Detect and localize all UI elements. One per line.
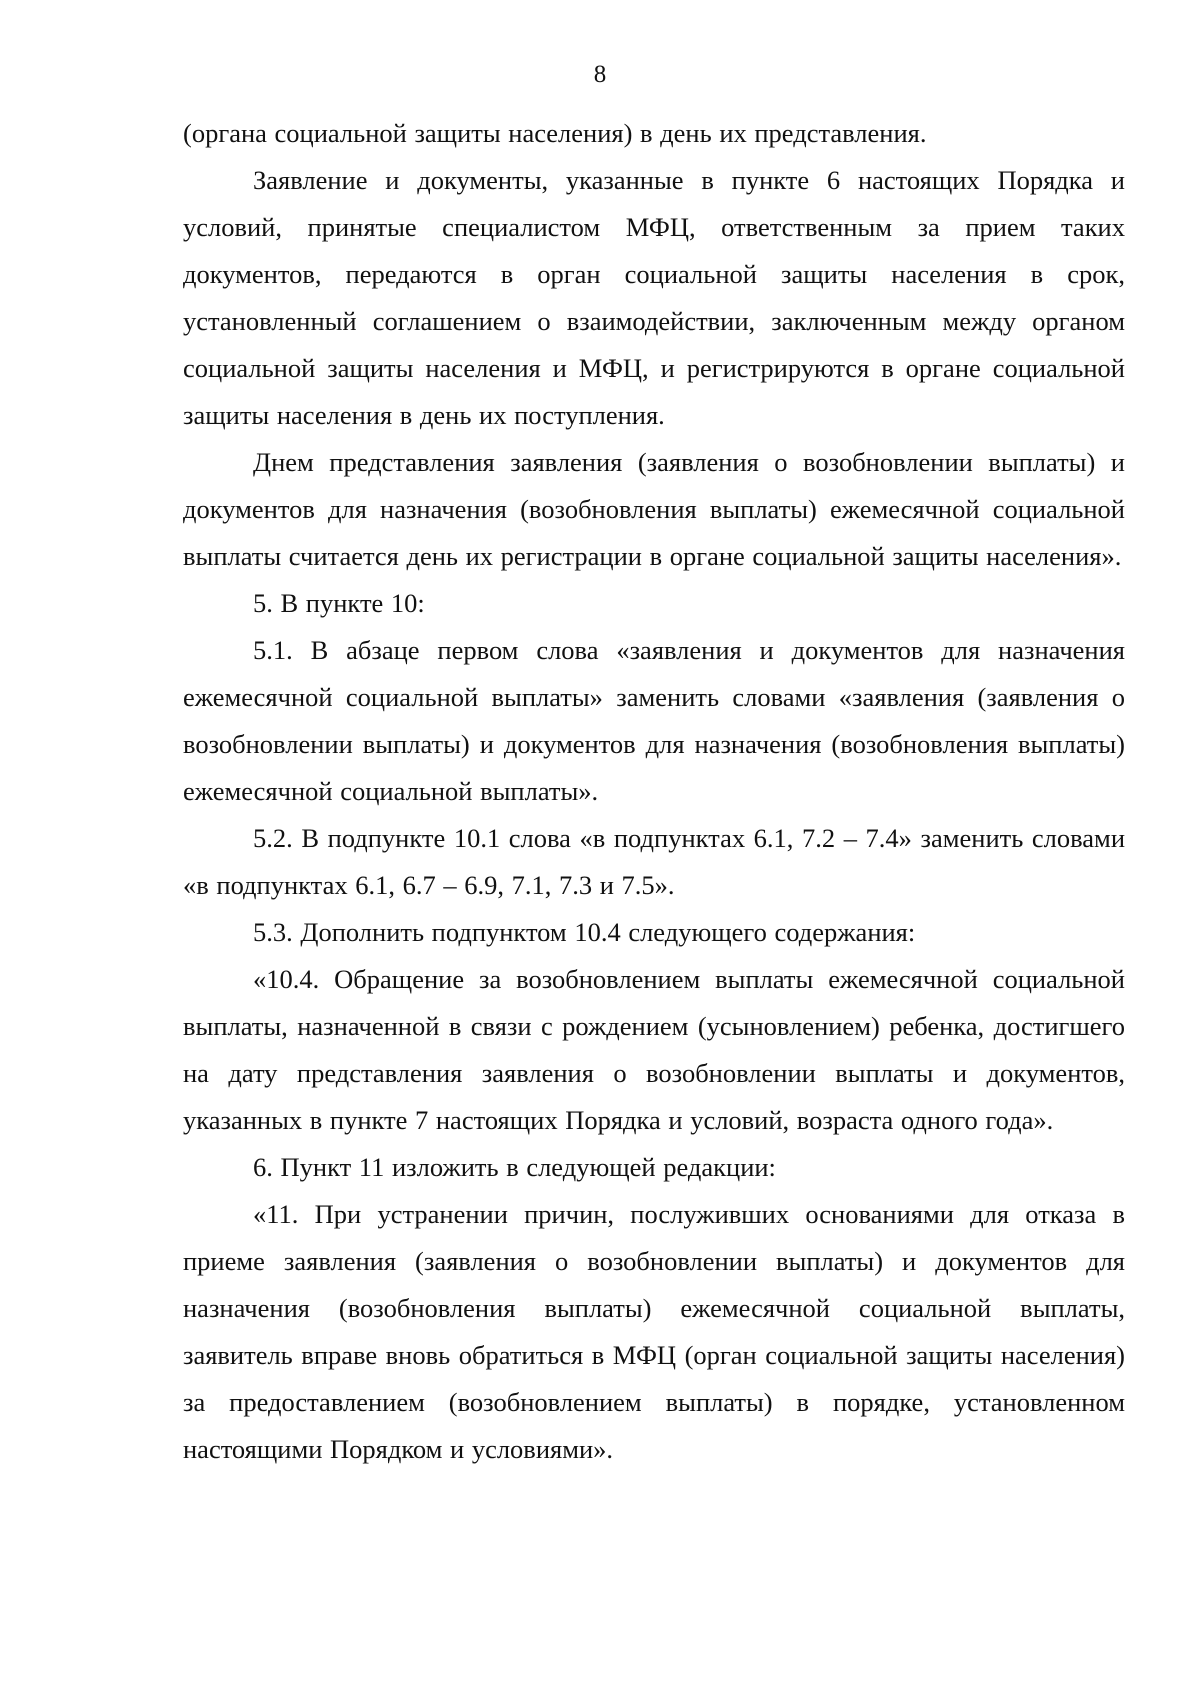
paragraph-item-5-3: 5.3. Дополнить подпунктом 10.4 следующего содержания: bbox=[253, 917, 916, 947]
paragraph-item-10-4: «10.4. Обращение за возобновлением выплаты ежемесячной социальной выплаты, назначенной в связи с рождением (усыновлением) ребенка, достигшего на дату представления заявления о возобновлении выплаты и документов, указанных в пункте 7 настоящих Порядка и условий, возраста одного года». bbox=[183, 964, 1125, 1135]
document-body bbox=[183, 110, 1125, 1473]
paragraph-continuation: (органа социальной защиты населения) в день их представления. bbox=[183, 118, 927, 148]
paragraph-submission-day: Днем представления заявления (заявления о возобновлении выплаты) и документов для назначения (возобновления выплаты) ежемесячной социальной выплаты считается день их регистрации в органе социальной защиты населения». bbox=[183, 447, 1125, 571]
page-number: 8 bbox=[593, 61, 607, 88]
paragraph-mfc-documents: Заявление и документы, указанные в пункте 6 настоящих Порядка и условий, принятые специалистом МФЦ, ответственным за прием таких документов, передаются в орган социальной защиты населения в срок, установленный соглашением о взаимодействии, заключенным между органом социальной защиты населения и МФЦ, и регистрируются в органе социальной защиты населения в день их поступления. bbox=[183, 165, 1125, 430]
paragraph-item-5: 5. В пункте 10: bbox=[253, 588, 425, 618]
paragraph-item-5-2: 5.2. В подпункте 10.1 слова «в подпунктах 6.1, 7.2 – 7.4» заменить словами «в подпунктах 6.1, 6.7 – 6.9, 7.1, 7.3 и 7.5». bbox=[183, 823, 1125, 900]
paragraph-item-6: 6. Пункт 11 изложить в следующей редакции: bbox=[253, 1152, 776, 1182]
paragraph-item-11: «11. При устранении причин, послуживших основаниями для отказа в приеме заявления (заявления о возобновлении выплаты) и документов для назначения (возобновления выплаты) ежемесячной социальной выплаты, заявитель вправе вновь обратиться в МФЦ (орган социальной защиты населения) за предоставлением (возобновлением выплаты) в порядке, установленном настоящими Порядком и условиями». bbox=[183, 1199, 1125, 1464]
paragraph-item-5-1: 5.1. В абзаце первом слова «заявления и документов для назначения ежемесячной социальной выплаты» заменить словами «заявления (заявления о возобновлении выплаты) и документов для назначения (возобновления выплаты) ежемесячной социальной выплаты». bbox=[183, 635, 1125, 806]
